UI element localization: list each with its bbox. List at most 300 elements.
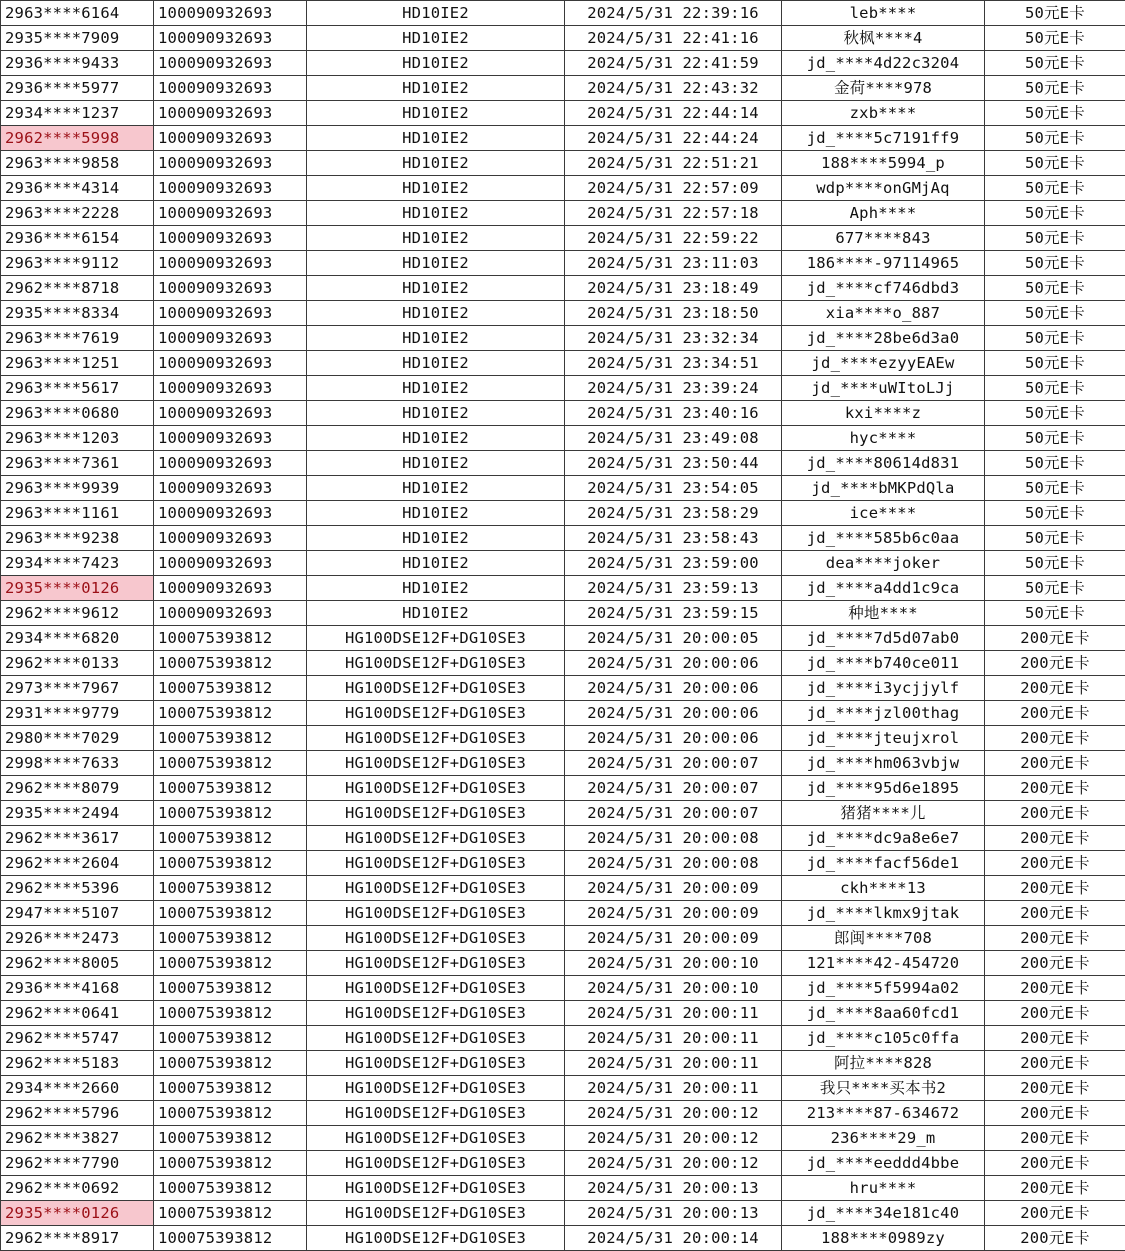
order-number-cell: 2963****9858: [1, 151, 154, 176]
prize-cell: 200元E卡: [985, 901, 1125, 926]
order-number-cell: 2963****9939: [1, 476, 154, 501]
username-cell: 阿拉****828: [782, 1051, 985, 1076]
table-row: [1, 651, 1125, 676]
sku-cell: 100090932693: [154, 226, 307, 251]
model-cell: HD10IE2: [307, 51, 565, 76]
prize-cell: 50元E卡: [985, 476, 1125, 501]
order-number-cell: 2962****2604: [1, 851, 154, 876]
table-row: [1, 326, 1125, 351]
prize-cell: 50元E卡: [985, 401, 1125, 426]
username-cell: 121****42-454720: [782, 951, 985, 976]
prize-cell: 50元E卡: [985, 551, 1125, 576]
model-cell: HG100DSE12F+DG10SE3: [307, 726, 565, 751]
model-cell: HD10IE2: [307, 201, 565, 226]
prize-cell: 200元E卡: [985, 876, 1125, 901]
prize-cell: 50元E卡: [985, 101, 1125, 126]
sku-cell: 100075393812: [154, 851, 307, 876]
prize-cell: 200元E卡: [985, 726, 1125, 751]
table-row: [1, 476, 1125, 501]
model-cell: HD10IE2: [307, 176, 565, 201]
model-cell: HD10IE2: [307, 501, 565, 526]
prize-cell: 50元E卡: [985, 176, 1125, 201]
prize-cell: 50元E卡: [985, 51, 1125, 76]
order-time-cell: 2024/5/31 22:57:18: [565, 201, 782, 226]
prize-cell: 200元E卡: [985, 701, 1125, 726]
order-time-cell: 2024/5/31 20:00:11: [565, 1001, 782, 1026]
model-cell: HG100DSE12F+DG10SE3: [307, 1151, 565, 1176]
prize-cell: 50元E卡: [985, 226, 1125, 251]
sku-cell: 100075393812: [154, 926, 307, 951]
prize-cell: 50元E卡: [985, 376, 1125, 401]
username-cell: jd_****eeddd4bbe: [782, 1151, 985, 1176]
table-row: [1, 126, 1125, 151]
username-cell: ice****: [782, 501, 985, 526]
order-number-cell: 2962****7790: [1, 1151, 154, 1176]
table-row: [1, 551, 1125, 576]
table-row: [1, 1176, 1125, 1201]
model-cell: HG100DSE12F+DG10SE3: [307, 851, 565, 876]
order-number-cell: 2962****8917: [1, 1226, 154, 1251]
order-number-cell: 2962****3827: [1, 1126, 154, 1151]
order-number-cell: 2935****8334: [1, 301, 154, 326]
order-number-cell: 2947****5107: [1, 901, 154, 926]
order-number-cell: 2962****0641: [1, 1001, 154, 1026]
table-row: [1, 1026, 1125, 1051]
model-cell: HD10IE2: [307, 76, 565, 101]
table-row: [1, 276, 1125, 301]
model-cell: HG100DSE12F+DG10SE3: [307, 701, 565, 726]
table-row: [1, 801, 1125, 826]
username-cell: jd_****uWItoLJj: [782, 376, 985, 401]
username-cell: 秋枫****4: [782, 26, 985, 51]
order-time-cell: 2024/5/31 23:34:51: [565, 351, 782, 376]
order-number-cell: 2934****2660: [1, 1076, 154, 1101]
prize-cell: 50元E卡: [985, 1, 1125, 26]
username-cell: jd_****lkmx9jtak: [782, 901, 985, 926]
table-row: [1, 851, 1125, 876]
prize-cell: 50元E卡: [985, 26, 1125, 51]
table-row: [1, 626, 1125, 651]
table-row: [1, 751, 1125, 776]
username-cell: hyc****: [782, 426, 985, 451]
order-number-cell: 2962****5796: [1, 1101, 154, 1126]
sku-cell: 100090932693: [154, 76, 307, 101]
model-cell: HG100DSE12F+DG10SE3: [307, 951, 565, 976]
username-cell: jd_****hm063vbjw: [782, 751, 985, 776]
sku-cell: 100075393812: [154, 776, 307, 801]
sku-cell: 100075393812: [154, 801, 307, 826]
table-row: [1, 401, 1125, 426]
username-cell: 郎闽****708: [782, 926, 985, 951]
order-number-cell: 2936****6154: [1, 226, 154, 251]
sku-cell: 100090932693: [154, 176, 307, 201]
model-cell: HG100DSE12F+DG10SE3: [307, 1176, 565, 1201]
model-cell: HG100DSE12F+DG10SE3: [307, 1076, 565, 1101]
model-cell: HG100DSE12F+DG10SE3: [307, 1201, 565, 1226]
model-cell: HG100DSE12F+DG10SE3: [307, 776, 565, 801]
username-cell: 186****-97114965: [782, 251, 985, 276]
username-cell: jd_****jzl00thag: [782, 701, 985, 726]
order-time-cell: 2024/5/31 20:00:06: [565, 651, 782, 676]
order-number-cell: 2934****7423: [1, 551, 154, 576]
sku-cell: 100090932693: [154, 126, 307, 151]
prize-cell: 200元E卡: [985, 1151, 1125, 1176]
table-row: [1, 1226, 1125, 1251]
prize-cell: 50元E卡: [985, 426, 1125, 451]
order-time-cell: 2024/5/31 20:00:12: [565, 1126, 782, 1151]
table-row: [1, 901, 1125, 926]
order-number-cell: 2963****2228: [1, 201, 154, 226]
order-time-cell: 2024/5/31 23:54:05: [565, 476, 782, 501]
username-cell: jd_****jteujxrol: [782, 726, 985, 751]
sku-cell: 100075393812: [154, 726, 307, 751]
order-number-cell: 2962****8005: [1, 951, 154, 976]
order-number-cell: 2935****7909: [1, 26, 154, 51]
sku-cell: 100090932693: [154, 451, 307, 476]
username-cell: 猪猪****儿: [782, 801, 985, 826]
username-cell: kxi****z: [782, 401, 985, 426]
username-cell: 金荷****978: [782, 76, 985, 101]
model-cell: HD10IE2: [307, 476, 565, 501]
model-cell: HG100DSE12F+DG10SE3: [307, 626, 565, 651]
table-row: [1, 951, 1125, 976]
highlighted-order-number-cell: 2962****5998: [1, 126, 154, 151]
order-time-cell: 2024/5/31 22:43:32: [565, 76, 782, 101]
sku-cell: 100090932693: [154, 201, 307, 226]
table-row: [1, 451, 1125, 476]
prize-cell: 200元E卡: [985, 826, 1125, 851]
order-time-cell: 2024/5/31 23:11:03: [565, 251, 782, 276]
sku-cell: 100090932693: [154, 26, 307, 51]
sku-cell: 100075393812: [154, 1076, 307, 1101]
sku-cell: 100075393812: [154, 651, 307, 676]
model-cell: HD10IE2: [307, 226, 565, 251]
order-number-cell: 2962****0133: [1, 651, 154, 676]
prize-cell: 50元E卡: [985, 501, 1125, 526]
sku-cell: 100090932693: [154, 551, 307, 576]
table-row: [1, 301, 1125, 326]
order-time-cell: 2024/5/31 23:32:34: [565, 326, 782, 351]
username-cell: jd_****i3ycjjylf: [782, 676, 985, 701]
order-number-cell: 2962****5396: [1, 876, 154, 901]
table-row: [1, 1076, 1125, 1101]
sku-cell: 100090932693: [154, 576, 307, 601]
table-row: [1, 1, 1125, 26]
order-number-cell: 2962****3617: [1, 826, 154, 851]
order-time-cell: 2024/5/31 20:00:13: [565, 1176, 782, 1201]
username-cell: jd_****facf56de1: [782, 851, 985, 876]
username-cell: jd_****4d22c3204: [782, 51, 985, 76]
table-row: [1, 101, 1125, 126]
model-cell: HG100DSE12F+DG10SE3: [307, 751, 565, 776]
model-cell: HD10IE2: [307, 551, 565, 576]
model-cell: HG100DSE12F+DG10SE3: [307, 1101, 565, 1126]
table-row: [1, 826, 1125, 851]
username-cell: 188****0989zy: [782, 1226, 985, 1251]
prize-cell: 200元E卡: [985, 1026, 1125, 1051]
order-time-cell: 2024/5/31 20:00:11: [565, 1026, 782, 1051]
model-cell: HG100DSE12F+DG10SE3: [307, 826, 565, 851]
table-row: [1, 576, 1125, 601]
model-cell: HD10IE2: [307, 576, 565, 601]
model-cell: HG100DSE12F+DG10SE3: [307, 1051, 565, 1076]
order-number-cell: 2963****9112: [1, 251, 154, 276]
sku-cell: 100075393812: [154, 976, 307, 1001]
table-row: [1, 676, 1125, 701]
username-cell: 236****29_m: [782, 1126, 985, 1151]
username-cell: zxb****: [782, 101, 985, 126]
username-cell: jd_****c105c0ffa: [782, 1026, 985, 1051]
order-time-cell: 2024/5/31 22:44:14: [565, 101, 782, 126]
prize-cell: 200元E卡: [985, 776, 1125, 801]
username-cell: jd_****a4dd1c9ca: [782, 576, 985, 601]
prize-cell: 200元E卡: [985, 851, 1125, 876]
order-time-cell: 2024/5/31 22:41:16: [565, 26, 782, 51]
sku-cell: 100090932693: [154, 401, 307, 426]
sku-cell: 100075393812: [154, 876, 307, 901]
username-cell: Aph****: [782, 201, 985, 226]
sku-cell: 100075393812: [154, 701, 307, 726]
order-number-cell: 2963****0680: [1, 401, 154, 426]
username-cell: jd_****28be6d3a0: [782, 326, 985, 351]
table-row: [1, 51, 1125, 76]
sku-cell: 100075393812: [154, 751, 307, 776]
order-time-cell: 2024/5/31 23:39:24: [565, 376, 782, 401]
username-cell: jd_****8aa60fcd1: [782, 1001, 985, 1026]
table-row: [1, 26, 1125, 51]
order-time-cell: 2024/5/31 23:59:13: [565, 576, 782, 601]
sku-cell: 100075393812: [154, 1001, 307, 1026]
table-body: [1, 1, 1125, 1251]
sku-cell: 100075393812: [154, 951, 307, 976]
table-row: [1, 726, 1125, 751]
username-cell: jd_****dc9a8e6e7: [782, 826, 985, 851]
order-number-cell: 2963****1203: [1, 426, 154, 451]
order-time-cell: 2024/5/31 22:51:21: [565, 151, 782, 176]
model-cell: HG100DSE12F+DG10SE3: [307, 1026, 565, 1051]
model-cell: HD10IE2: [307, 126, 565, 151]
model-cell: HD10IE2: [307, 526, 565, 551]
prize-cell: 50元E卡: [985, 201, 1125, 226]
order-number-cell: 2936****4314: [1, 176, 154, 201]
model-cell: HG100DSE12F+DG10SE3: [307, 801, 565, 826]
sku-cell: 100090932693: [154, 51, 307, 76]
order-number-cell: 2926****2473: [1, 926, 154, 951]
table-row: [1, 426, 1125, 451]
sku-cell: 100090932693: [154, 276, 307, 301]
table-row: [1, 701, 1125, 726]
order-time-cell: 2024/5/31 22:59:22: [565, 226, 782, 251]
order-number-cell: 2962****8718: [1, 276, 154, 301]
username-cell: jd_****bMKPdQla: [782, 476, 985, 501]
prize-cell: 50元E卡: [985, 301, 1125, 326]
order-time-cell: 2024/5/31 20:00:10: [565, 976, 782, 1001]
prize-cell: 200元E卡: [985, 1076, 1125, 1101]
order-number-cell: 2963****9238: [1, 526, 154, 551]
model-cell: HG100DSE12F+DG10SE3: [307, 1226, 565, 1251]
order-number-cell: 2963****6164: [1, 1, 154, 26]
username-cell: 677****843: [782, 226, 985, 251]
model-cell: HD10IE2: [307, 276, 565, 301]
sku-cell: 100075393812: [154, 1026, 307, 1051]
model-cell: HG100DSE12F+DG10SE3: [307, 1001, 565, 1026]
prize-cell: 200元E卡: [985, 651, 1125, 676]
order-number-cell: 2935****2494: [1, 801, 154, 826]
order-time-cell: 2024/5/31 20:00:07: [565, 751, 782, 776]
order-time-cell: 2024/5/31 20:00:06: [565, 701, 782, 726]
order-time-cell: 2024/5/31 22:39:16: [565, 1, 782, 26]
table-row: [1, 601, 1125, 626]
order-number-cell: 2936****9433: [1, 51, 154, 76]
sku-cell: 100075393812: [154, 1101, 307, 1126]
sku-cell: 100075393812: [154, 1176, 307, 1201]
sku-cell: 100075393812: [154, 901, 307, 926]
username-cell: xia****o_887: [782, 301, 985, 326]
username-cell: 我只****买本书2: [782, 1076, 985, 1101]
prize-cell: 50元E卡: [985, 526, 1125, 551]
order-time-cell: 2024/5/31 23:18:50: [565, 301, 782, 326]
model-cell: HG100DSE12F+DG10SE3: [307, 1126, 565, 1151]
table-row: [1, 76, 1125, 101]
prize-cell: 50元E卡: [985, 76, 1125, 101]
order-number-cell: 2962****0692: [1, 1176, 154, 1201]
prize-cell: 200元E卡: [985, 751, 1125, 776]
username-cell: dea****joker: [782, 551, 985, 576]
sku-cell: 100090932693: [154, 101, 307, 126]
order-time-cell: 2024/5/31 23:58:29: [565, 501, 782, 526]
username-cell: jd_****80614d831: [782, 451, 985, 476]
sku-cell: 100090932693: [154, 151, 307, 176]
order-time-cell: 2024/5/31 20:00:06: [565, 676, 782, 701]
username-cell: jd_****7d5d07ab0: [782, 626, 985, 651]
model-cell: HD10IE2: [307, 1, 565, 26]
model-cell: HD10IE2: [307, 401, 565, 426]
order-number-cell: 2963****7361: [1, 451, 154, 476]
order-time-cell: 2024/5/31 20:00:06: [565, 726, 782, 751]
prize-cell: 50元E卡: [985, 451, 1125, 476]
order-time-cell: 2024/5/31 22:41:59: [565, 51, 782, 76]
model-cell: HD10IE2: [307, 251, 565, 276]
order-time-cell: 2024/5/31 20:00:07: [565, 776, 782, 801]
table-row: [1, 251, 1125, 276]
username-cell: wdp****onGMjAq: [782, 176, 985, 201]
username-cell: hru****: [782, 1176, 985, 1201]
username-cell: jd_****34e181c40: [782, 1201, 985, 1226]
sku-cell: 100090932693: [154, 526, 307, 551]
sku-cell: 100090932693: [154, 251, 307, 276]
table-row: [1, 201, 1125, 226]
table-row: [1, 226, 1125, 251]
username-cell: 种地****: [782, 601, 985, 626]
sku-cell: 100090932693: [154, 476, 307, 501]
username-cell: jd_****5f5994a02: [782, 976, 985, 1001]
order-time-cell: 2024/5/31 20:00:13: [565, 1201, 782, 1226]
prize-cell: 200元E卡: [985, 926, 1125, 951]
prize-cell: 50元E卡: [985, 151, 1125, 176]
sku-cell: 100090932693: [154, 601, 307, 626]
model-cell: HD10IE2: [307, 101, 565, 126]
prize-cell: 200元E卡: [985, 1126, 1125, 1151]
order-number-cell: 2962****5747: [1, 1026, 154, 1051]
order-time-cell: 2024/5/31 20:00:07: [565, 801, 782, 826]
order-number-cell: 2931****9779: [1, 701, 154, 726]
prize-cell: 200元E卡: [985, 1051, 1125, 1076]
sku-cell: 100090932693: [154, 376, 307, 401]
table-row: [1, 976, 1125, 1001]
order-number-cell: 2963****5617: [1, 376, 154, 401]
order-time-cell: 2024/5/31 20:00:11: [565, 1051, 782, 1076]
prize-cell: 200元E卡: [985, 676, 1125, 701]
model-cell: HD10IE2: [307, 151, 565, 176]
username-cell: jd_****95d6e1895: [782, 776, 985, 801]
username-cell: jd_****cf746dbd3: [782, 276, 985, 301]
order-number-cell: 2934****6820: [1, 626, 154, 651]
prize-cell: 200元E卡: [985, 801, 1125, 826]
table-row: [1, 1201, 1125, 1226]
prize-cell: 200元E卡: [985, 1176, 1125, 1201]
model-cell: HD10IE2: [307, 601, 565, 626]
table-row: [1, 876, 1125, 901]
order-number-cell: 2963****1251: [1, 351, 154, 376]
model-cell: HD10IE2: [307, 451, 565, 476]
highlighted-order-number-cell: 2935****0126: [1, 576, 154, 601]
prize-cell: 200元E卡: [985, 1201, 1125, 1226]
order-time-cell: 2024/5/31 20:00:10: [565, 951, 782, 976]
username-cell: jd_****585b6c0aa: [782, 526, 985, 551]
sku-cell: 100075393812: [154, 626, 307, 651]
prize-cell: 200元E卡: [985, 626, 1125, 651]
username-cell: 213****87-634672: [782, 1101, 985, 1126]
sku-cell: 100075393812: [154, 676, 307, 701]
prize-cell: 200元E卡: [985, 1101, 1125, 1126]
table-row: [1, 1101, 1125, 1126]
prize-cell: 200元E卡: [985, 951, 1125, 976]
model-cell: HD10IE2: [307, 26, 565, 51]
order-number-cell: 2962****8079: [1, 776, 154, 801]
model-cell: HD10IE2: [307, 426, 565, 451]
order-time-cell: 2024/5/31 20:00:12: [565, 1151, 782, 1176]
order-time-cell: 2024/5/31 20:00:11: [565, 1076, 782, 1101]
order-time-cell: 2024/5/31 23:50:44: [565, 451, 782, 476]
username-cell: jd_****5c7191ff9: [782, 126, 985, 151]
prize-cell: 50元E卡: [985, 351, 1125, 376]
sku-cell: 100075393812: [154, 1201, 307, 1226]
sku-cell: 100075393812: [154, 1226, 307, 1251]
table-row: [1, 1051, 1125, 1076]
sku-cell: 100090932693: [154, 426, 307, 451]
sku-cell: 100090932693: [154, 501, 307, 526]
prize-cell: 50元E卡: [985, 126, 1125, 151]
sku-cell: 100075393812: [154, 1151, 307, 1176]
order-time-cell: 2024/5/31 20:00:14: [565, 1226, 782, 1251]
table-row: [1, 176, 1125, 201]
model-cell: HG100DSE12F+DG10SE3: [307, 926, 565, 951]
model-cell: HG100DSE12F+DG10SE3: [307, 676, 565, 701]
order-number-cell: 2936****4168: [1, 976, 154, 1001]
model-cell: HG100DSE12F+DG10SE3: [307, 976, 565, 1001]
order-time-cell: 2024/5/31 20:00:09: [565, 926, 782, 951]
table-row: [1, 1151, 1125, 1176]
prize-cell: 50元E卡: [985, 251, 1125, 276]
model-cell: HG100DSE12F+DG10SE3: [307, 651, 565, 676]
order-number-cell: 2963****7619: [1, 326, 154, 351]
order-time-cell: 2024/5/31 20:00:08: [565, 851, 782, 876]
prize-cell: 200元E卡: [985, 1226, 1125, 1251]
sku-cell: 100075393812: [154, 1051, 307, 1076]
order-number-cell: 2936****5977: [1, 76, 154, 101]
order-number-cell: 2980****7029: [1, 726, 154, 751]
order-time-cell: 2024/5/31 23:18:49: [565, 276, 782, 301]
